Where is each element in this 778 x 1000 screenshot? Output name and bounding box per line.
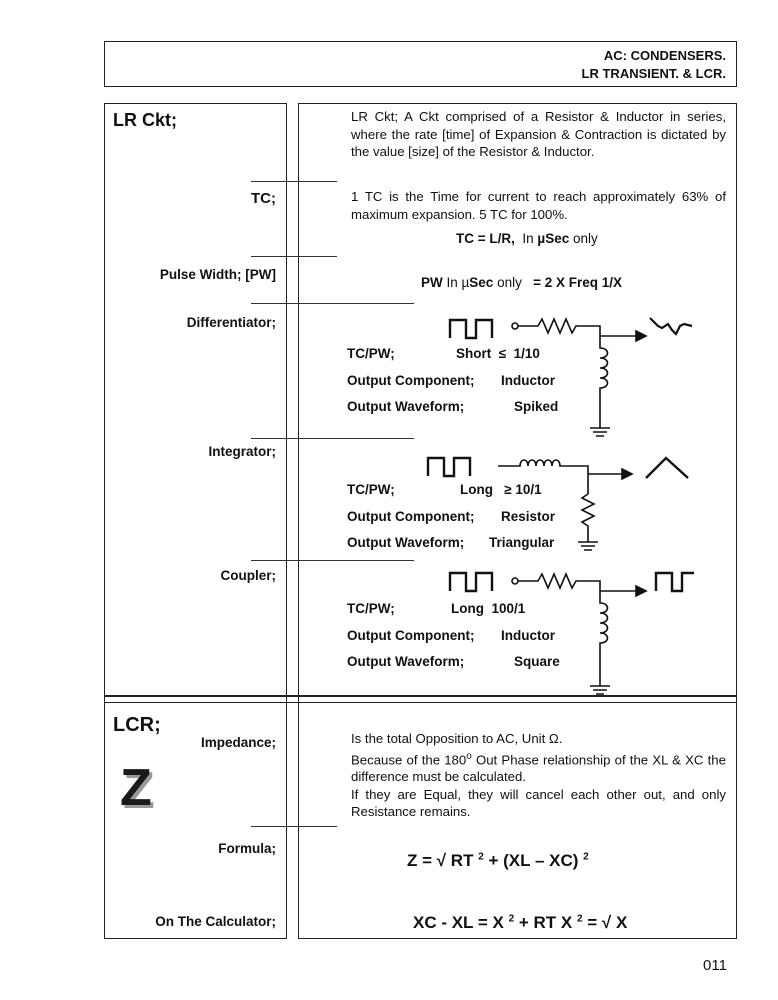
impedance-symbol: Z (120, 759, 152, 817)
int-tcpw-label: TC/PW; (347, 482, 395, 497)
diff-wave-value: Spiked (514, 399, 559, 414)
coup-output-arrowhead (636, 586, 646, 596)
pw-only: only (493, 275, 522, 290)
coup-input-square-wave (450, 573, 492, 591)
tc-formula-rest: only (569, 231, 598, 246)
page-number: 011 (703, 957, 727, 974)
int-comp-value: Resistor (501, 509, 556, 524)
tc-text: 1 TC is the Time for current to reach approximately 63% of maximum expansion. 5 TC for 100%. (351, 189, 726, 222)
diff-tcpw-label: TC/PW; (347, 346, 395, 361)
formula-label: Formula; (218, 841, 276, 856)
calculator-label: On The Calculator; (155, 914, 276, 929)
diff-comp-value: Inductor (501, 373, 555, 388)
coup-comp-value: Inductor (501, 628, 555, 643)
int-wave-label: Output Waveform; (347, 535, 465, 550)
formula-part-a: Z = √ RT (407, 851, 479, 870)
lr-title: LR Ckt; (113, 110, 177, 130)
lr-definition: LR Ckt; A Ckt comprised of a Resistor & Inductor in series, where the rate [time] of Expansion & Contraction is dictated by the value [size] of the Resistor & Inductor. (351, 109, 726, 159)
coup-output-square-wave (656, 573, 694, 591)
impedance-l2-degree: o (466, 750, 472, 762)
tc-label: TC; (251, 190, 276, 207)
tc-formula-unit: µSec (537, 231, 570, 246)
lcr-title: LCR; (113, 714, 161, 736)
coup-wave-value: Square (514, 654, 560, 669)
pw-equation: = 2 X Freq 1/X (533, 275, 623, 290)
int-tcpw-value: Long ≥ 10/1 (460, 482, 542, 497)
calc-part-b: + RT X (514, 913, 577, 932)
calculator-formula (413, 913, 627, 933)
coup-resistor (518, 574, 600, 591)
impedance-line-1: Is the total Opposition to AC, Unit Ω. (351, 731, 563, 746)
coupler-label: Coupler; (220, 568, 276, 583)
tc-formula-in: In (522, 231, 538, 246)
int-wave-value: Triangular (489, 535, 555, 550)
impedance-description (351, 730, 726, 821)
pw-pre: PW (421, 275, 443, 290)
coup-tcpw-value: Long 100/1 (451, 601, 526, 616)
pw-in: In µ (442, 275, 470, 290)
calc-part-c: = √ X (582, 913, 628, 932)
formula-sup-2: 2 (583, 851, 589, 863)
coup-wave-label: Output Waveform; (347, 654, 465, 669)
coup-comp-label: Output Component; (347, 628, 475, 643)
header-line-1: AC: CONDENSERS. (603, 48, 726, 63)
impedance-line-3: If they are Equal, they will cancel each other out, and only Resistance remains. (351, 786, 726, 820)
diff-wave-label: Output Waveform; (347, 399, 465, 414)
int-comp-label: Output Component; (347, 509, 475, 524)
impedance-l2b: Out Phase relationship of the XL & XC the difference must be calculated. (351, 751, 726, 785)
impedance-line-2 (351, 748, 726, 786)
calc-part-a: XC - XL = X (413, 913, 509, 932)
calc-sup-2: 2 (576, 913, 583, 925)
integrator-label: Integrator; (208, 444, 276, 459)
diff-tcpw-value: Short ≤ 1/10 (456, 346, 540, 361)
diff-comp-label: Output Component; (347, 373, 475, 388)
formula-part-b: + (XL – XC) (483, 851, 584, 870)
pw-sec: Sec (469, 275, 494, 290)
header-line-2: LR TRANSIENT. & LCR. (581, 66, 726, 81)
pulse-width-label: Pulse Width; [PW] (159, 267, 276, 282)
coup-tcpw-label: TC/PW; (347, 601, 395, 616)
coup-ground (590, 686, 610, 694)
coup-input-terminal (512, 578, 518, 584)
tc-formula-bold: TC = L/R, (456, 231, 515, 246)
differentiator-label: Differentiator; (186, 315, 276, 330)
coup-inductor (600, 591, 608, 686)
impedance-l2a: Because of the 180 (351, 751, 467, 767)
impedance-label: Impedance; (200, 735, 276, 750)
formula-sup-1: 2 (478, 851, 484, 863)
calc-sup-1: 2 (508, 913, 515, 925)
impedance-formula (407, 851, 589, 871)
